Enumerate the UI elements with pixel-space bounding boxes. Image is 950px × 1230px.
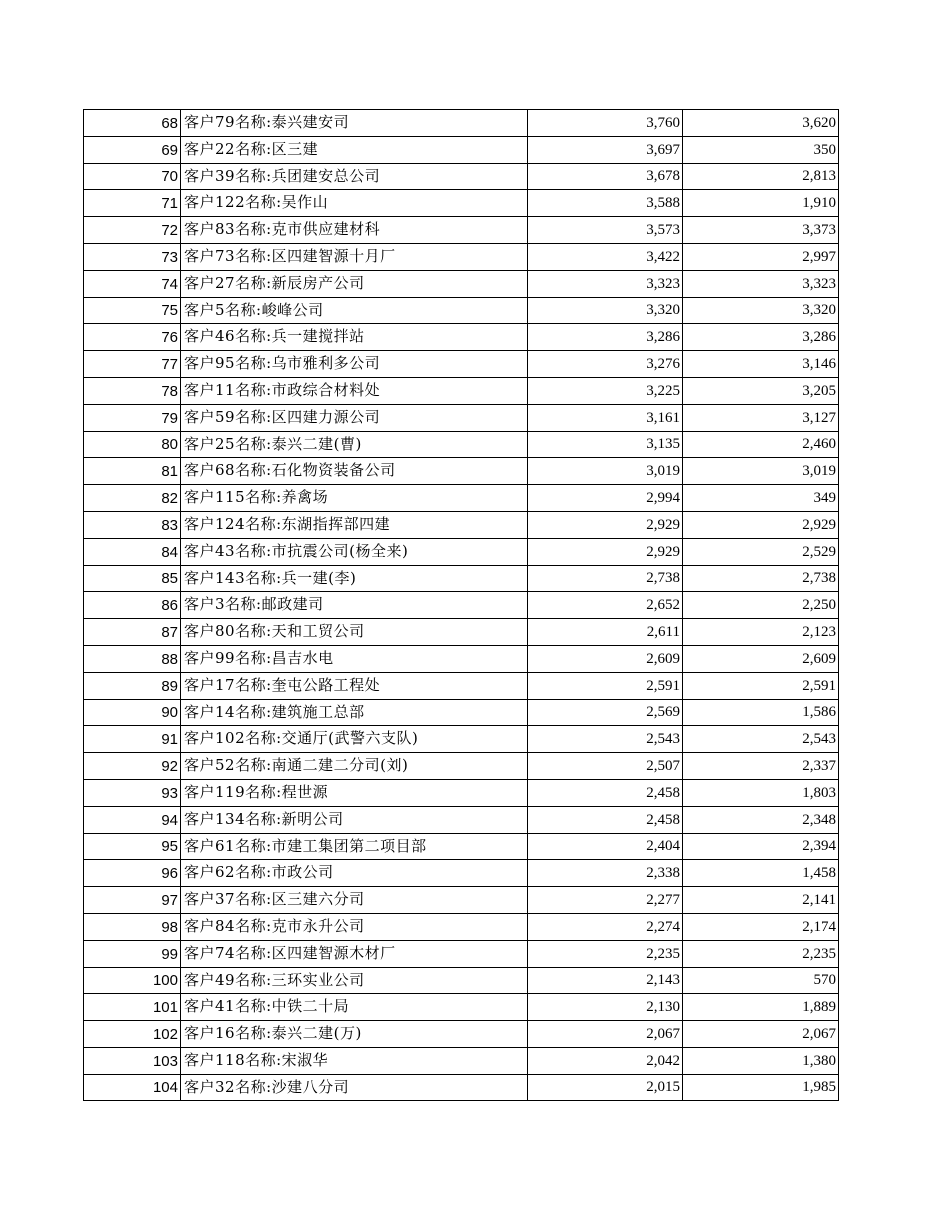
customer-name-cell: 客户27名称:新辰房产公司 — [181, 270, 528, 297]
customer-name-cell: 客户37名称:区三建六分司 — [181, 887, 528, 914]
value-2-cell: 1,985 — [683, 1074, 839, 1101]
customer-name-cell: 客户143名称:兵一建(李) — [181, 565, 528, 592]
row-index-cell: 81 — [84, 458, 181, 485]
customer-name-cell: 客户99名称:昌吉水电 — [181, 645, 528, 672]
row-index-cell: 98 — [84, 913, 181, 940]
row-index-cell: 82 — [84, 485, 181, 512]
customer-name-cell: 客户119名称:程世源 — [181, 779, 528, 806]
value-1-cell: 3,422 — [528, 243, 683, 270]
customer-name-cell: 客户11名称:市政综合材料处 — [181, 377, 528, 404]
table-row — [84, 565, 839, 592]
table-row — [84, 1021, 839, 1048]
customer-name-cell: 客户3名称:邮政建司 — [181, 592, 528, 619]
table-row — [84, 806, 839, 833]
customer-name-cell: 客户41名称:中铁二十局 — [181, 994, 528, 1021]
value-1-cell: 3,323 — [528, 270, 683, 297]
table-row — [84, 190, 839, 217]
customer-name-cell: 客户73名称:区四建智源十月厂 — [181, 243, 528, 270]
table-row — [84, 136, 839, 163]
row-index-cell: 89 — [84, 672, 181, 699]
customer-table-sheet — [83, 109, 839, 1101]
row-index-cell: 76 — [84, 324, 181, 351]
value-2-cell: 349 — [683, 485, 839, 512]
table-row — [84, 110, 839, 137]
customer-name-cell: 客户49名称:三环实业公司 — [181, 967, 528, 994]
value-2-cell: 3,019 — [683, 458, 839, 485]
value-2-cell: 2,460 — [683, 431, 839, 458]
value-2-cell: 3,373 — [683, 217, 839, 244]
table-row — [84, 699, 839, 726]
customer-name-cell: 客户32名称:沙建八分司 — [181, 1074, 528, 1101]
table-row — [84, 967, 839, 994]
table-row — [84, 860, 839, 887]
customer-name-cell: 客户5名称:峻峰公司 — [181, 297, 528, 324]
row-index-cell: 78 — [84, 377, 181, 404]
value-2-cell: 3,320 — [683, 297, 839, 324]
value-2-cell: 2,337 — [683, 753, 839, 780]
value-1-cell: 2,274 — [528, 913, 683, 940]
value-2-cell: 2,543 — [683, 726, 839, 753]
customer-name-cell: 客户59名称:区四建力源公司 — [181, 404, 528, 431]
row-index-cell: 71 — [84, 190, 181, 217]
value-1-cell: 2,277 — [528, 887, 683, 914]
customer-name-cell: 客户46名称:兵一建搅拌站 — [181, 324, 528, 351]
table-row — [84, 672, 839, 699]
value-2-cell: 2,250 — [683, 592, 839, 619]
row-index-cell: 84 — [84, 538, 181, 565]
value-1-cell: 3,678 — [528, 163, 683, 190]
table-row — [84, 163, 839, 190]
value-2-cell: 2,929 — [683, 511, 839, 538]
row-index-cell: 69 — [84, 136, 181, 163]
value-1-cell: 2,543 — [528, 726, 683, 753]
customer-name-cell: 客户17名称:奎屯公路工程处 — [181, 672, 528, 699]
customer-name-cell: 客户39名称:兵团建安总公司 — [181, 163, 528, 190]
value-2-cell: 3,127 — [683, 404, 839, 431]
customer-name-cell: 客户115名称:养禽场 — [181, 485, 528, 512]
value-2-cell: 2,235 — [683, 940, 839, 967]
value-2-cell: 3,286 — [683, 324, 839, 351]
value-1-cell: 3,135 — [528, 431, 683, 458]
value-2-cell: 1,803 — [683, 779, 839, 806]
value-1-cell: 3,320 — [528, 297, 683, 324]
table-row — [84, 297, 839, 324]
customer-name-cell: 客户52名称:南通二建二分司(刘) — [181, 753, 528, 780]
customer-name-cell: 客户122名称:吴作山 — [181, 190, 528, 217]
value-1-cell: 2,929 — [528, 511, 683, 538]
value-1-cell: 3,019 — [528, 458, 683, 485]
row-index-cell: 97 — [84, 887, 181, 914]
value-1-cell: 3,588 — [528, 190, 683, 217]
row-index-cell: 93 — [84, 779, 181, 806]
value-2-cell: 3,620 — [683, 110, 839, 137]
table-row — [84, 431, 839, 458]
value-1-cell: 2,458 — [528, 779, 683, 806]
row-index-cell: 100 — [84, 967, 181, 994]
value-2-cell: 2,738 — [683, 565, 839, 592]
customer-name-cell: 客户68名称:石化物资装备公司 — [181, 458, 528, 485]
value-1-cell: 2,929 — [528, 538, 683, 565]
customer-name-cell: 客户102名称:交通厅(武警六支队) — [181, 726, 528, 753]
value-1-cell: 2,609 — [528, 645, 683, 672]
table-row — [84, 324, 839, 351]
row-index-cell: 74 — [84, 270, 181, 297]
row-index-cell: 88 — [84, 645, 181, 672]
customer-name-cell: 客户79名称:泰兴建安司 — [181, 110, 528, 137]
row-index-cell: 70 — [84, 163, 181, 190]
value-2-cell: 2,123 — [683, 619, 839, 646]
table-row — [84, 1047, 839, 1074]
row-index-cell: 101 — [84, 994, 181, 1021]
row-index-cell: 96 — [84, 860, 181, 887]
value-1-cell: 3,286 — [528, 324, 683, 351]
customer-name-cell: 客户84名称:克市永升公司 — [181, 913, 528, 940]
value-2-cell: 2,609 — [683, 645, 839, 672]
value-1-cell: 3,573 — [528, 217, 683, 244]
value-1-cell: 3,276 — [528, 351, 683, 378]
row-index-cell: 90 — [84, 699, 181, 726]
customer-name-cell: 客户95名称:乌市雅利多公司 — [181, 351, 528, 378]
value-2-cell: 2,591 — [683, 672, 839, 699]
row-index-cell: 104 — [84, 1074, 181, 1101]
value-2-cell: 2,348 — [683, 806, 839, 833]
row-index-cell: 75 — [84, 297, 181, 324]
table-row — [84, 619, 839, 646]
value-2-cell: 3,205 — [683, 377, 839, 404]
value-2-cell: 1,586 — [683, 699, 839, 726]
value-2-cell: 2,141 — [683, 887, 839, 914]
row-index-cell: 85 — [84, 565, 181, 592]
table-row — [84, 377, 839, 404]
table-row — [84, 538, 839, 565]
row-index-cell: 73 — [84, 243, 181, 270]
value-1-cell: 2,143 — [528, 967, 683, 994]
value-1-cell: 2,591 — [528, 672, 683, 699]
value-1-cell: 2,652 — [528, 592, 683, 619]
customer-name-cell: 客户22名称:区三建 — [181, 136, 528, 163]
value-1-cell: 2,235 — [528, 940, 683, 967]
customer-table-body — [84, 110, 839, 1101]
value-1-cell: 3,161 — [528, 404, 683, 431]
value-2-cell: 3,146 — [683, 351, 839, 378]
table-row — [84, 779, 839, 806]
value-2-cell: 2,997 — [683, 243, 839, 270]
value-1-cell: 2,569 — [528, 699, 683, 726]
customer-name-cell: 客户14名称:建筑施工总部 — [181, 699, 528, 726]
value-2-cell: 570 — [683, 967, 839, 994]
row-index-cell: 103 — [84, 1047, 181, 1074]
value-2-cell: 2,394 — [683, 833, 839, 860]
row-index-cell: 83 — [84, 511, 181, 538]
table-row — [84, 753, 839, 780]
row-index-cell: 91 — [84, 726, 181, 753]
customer-name-cell: 客户62名称:市政公司 — [181, 860, 528, 887]
value-1-cell: 2,067 — [528, 1021, 683, 1048]
value-2-cell: 2,174 — [683, 913, 839, 940]
table-row — [84, 592, 839, 619]
value-1-cell: 2,507 — [528, 753, 683, 780]
customer-name-cell: 客户74名称:区四建智源木材厂 — [181, 940, 528, 967]
customer-name-cell: 客户118名称:宋淑华 — [181, 1047, 528, 1074]
value-2-cell: 1,380 — [683, 1047, 839, 1074]
value-1-cell: 2,994 — [528, 485, 683, 512]
customer-name-cell: 客户83名称:克市供应建材科 — [181, 217, 528, 244]
table-row — [84, 351, 839, 378]
row-index-cell: 80 — [84, 431, 181, 458]
table-row — [84, 404, 839, 431]
row-index-cell: 77 — [84, 351, 181, 378]
table-row — [84, 887, 839, 914]
customer-name-cell: 客户43名称:市抗震公司(杨全来) — [181, 538, 528, 565]
table-row — [84, 485, 839, 512]
table-row — [84, 217, 839, 244]
table-row — [84, 833, 839, 860]
table-row — [84, 270, 839, 297]
row-index-cell: 72 — [84, 217, 181, 244]
table-row — [84, 940, 839, 967]
row-index-cell: 99 — [84, 940, 181, 967]
value-2-cell: 2,067 — [683, 1021, 839, 1048]
table-row — [84, 645, 839, 672]
row-index-cell: 92 — [84, 753, 181, 780]
value-2-cell: 2,529 — [683, 538, 839, 565]
customer-name-cell: 客户80名称:天和工贸公司 — [181, 619, 528, 646]
table-row — [84, 726, 839, 753]
value-1-cell: 3,760 — [528, 110, 683, 137]
value-2-cell: 1,910 — [683, 190, 839, 217]
value-1-cell: 3,225 — [528, 377, 683, 404]
row-index-cell: 95 — [84, 833, 181, 860]
customer-name-cell: 客户124名称:东湖指挥部四建 — [181, 511, 528, 538]
value-1-cell: 2,338 — [528, 860, 683, 887]
value-1-cell: 2,611 — [528, 619, 683, 646]
table-row — [84, 243, 839, 270]
row-index-cell: 102 — [84, 1021, 181, 1048]
table-row — [84, 994, 839, 1021]
value-2-cell: 2,813 — [683, 163, 839, 190]
value-2-cell: 1,458 — [683, 860, 839, 887]
value-1-cell: 2,042 — [528, 1047, 683, 1074]
table-row — [84, 1074, 839, 1101]
table-row — [84, 913, 839, 940]
row-index-cell: 86 — [84, 592, 181, 619]
table-row — [84, 458, 839, 485]
row-index-cell: 87 — [84, 619, 181, 646]
customer-name-cell: 客户134名称:新明公司 — [181, 806, 528, 833]
value-1-cell: 2,130 — [528, 994, 683, 1021]
customer-name-cell: 客户25名称:泰兴二建(曹) — [181, 431, 528, 458]
value-1-cell: 2,738 — [528, 565, 683, 592]
value-1-cell: 3,697 — [528, 136, 683, 163]
value-1-cell: 2,404 — [528, 833, 683, 860]
value-2-cell: 3,323 — [683, 270, 839, 297]
customer-name-cell: 客户61名称:市建工集团第二项目部 — [181, 833, 528, 860]
value-1-cell: 2,015 — [528, 1074, 683, 1101]
table-row — [84, 511, 839, 538]
row-index-cell: 94 — [84, 806, 181, 833]
value-2-cell: 1,889 — [683, 994, 839, 1021]
customer-name-cell: 客户16名称:泰兴二建(万) — [181, 1021, 528, 1048]
row-index-cell: 68 — [84, 110, 181, 137]
value-2-cell: 350 — [683, 136, 839, 163]
customer-table — [83, 109, 839, 1101]
value-1-cell: 2,458 — [528, 806, 683, 833]
row-index-cell: 79 — [84, 404, 181, 431]
